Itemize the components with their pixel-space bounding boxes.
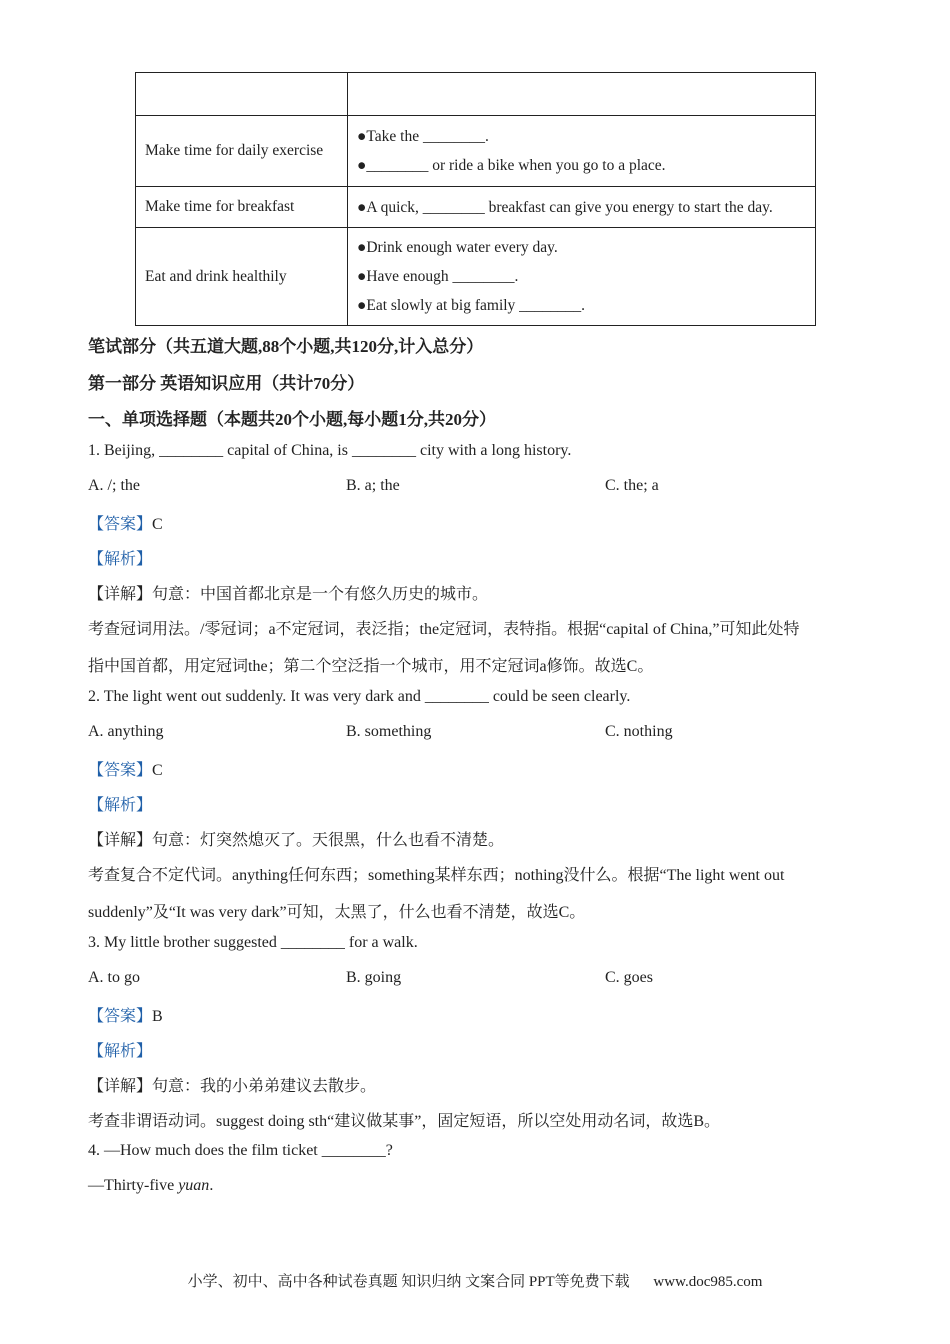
question-stem: 2. The light went out suddenly. It was very dark and ________ could be seen clearly. — [88, 688, 631, 705]
table-row — [136, 187, 816, 228]
answer-label: 【答案】 — [88, 516, 153, 533]
section-heading: 第一部分 英语知识应用（共计70分） — [88, 374, 365, 393]
explanation-text: 考查复合不定代词。anything任何东西；something某样东西；nothing没什么。根据“The light went out — [88, 867, 785, 884]
explanation-text: 考查非谓语动词。suggest doing sth“建议做某事”，固定短语，所以空处用动名词，故选B。 — [88, 1113, 720, 1130]
section-heading: 一、单项选择题（本题共20个小题,每小题1分,共20分） — [88, 410, 496, 429]
option-b: B. a; the — [346, 477, 400, 494]
bullet-line: ●Have enough ________. — [357, 268, 519, 285]
bullet-line: ●A quick, ________ breakfast can give you energy to start the day. — [357, 198, 773, 216]
detail-label: 【详解】 — [88, 586, 153, 603]
analysis-label: 【解析】 — [88, 797, 153, 814]
option-c: C. the; a — [605, 477, 659, 494]
option-b: B. going — [346, 969, 402, 986]
table-cell — [348, 116, 816, 187]
detail-line — [88, 827, 504, 850]
table-cell: Eat and drink healthily — [136, 228, 348, 326]
table-cell — [348, 228, 816, 326]
table-cell — [348, 187, 816, 228]
question-stem: 3. My little brother suggested ________ for a walk. — [88, 934, 418, 951]
footer-url[interactable]: www.doc985.com — [653, 1274, 763, 1290]
answer-line — [88, 757, 163, 780]
detail-text: 句意：中国首都北京是一个有悠久历史的城市。 — [152, 586, 489, 603]
footer-text: 小学、初中、高中各种试卷真题 知识归纳 文案合同 PPT等免费下载 — [187, 1274, 630, 1290]
analysis-label: 【解析】 — [88, 1043, 153, 1060]
option-a: A. anything — [88, 723, 164, 740]
detail-label: 【详解】 — [88, 832, 153, 849]
answer-label: 【答案】 — [88, 1008, 153, 1025]
option-c: C. goes — [605, 969, 653, 986]
answer-label: 【答案】 — [88, 762, 153, 779]
explanation-text: 考查冠词用法。/零冠词；a不定冠词，表泛指；the定冠词，表特指。根据“capital of China,”可知此处特 — [88, 621, 800, 638]
table-cell — [136, 73, 348, 116]
question-stem: 1. Beijing, ________ capital of China, is ________ city with a long history. — [88, 442, 572, 459]
detail-line — [88, 581, 488, 604]
answer-value: B — [152, 1008, 163, 1025]
table-cell: Make time for daily exercise — [136, 116, 348, 187]
bullet-line: ●Eat slowly at big family ________. — [357, 297, 586, 314]
table-cell: Make time for breakfast — [136, 187, 348, 228]
table-row — [136, 73, 816, 116]
detail-text: 句意：我的小弟弟建议去散步。 — [152, 1078, 377, 1095]
table-row — [136, 116, 816, 187]
answer-line — [88, 1003, 163, 1026]
section-heading: 笔试部分（共五道大题,88个小题,共120分,计入总分） — [88, 337, 484, 356]
page-footer — [0, 1270, 950, 1291]
explanation-text: suddenly”及“It was very dark”可知，太黑了，什么也看不清楚，故选C。 — [88, 904, 586, 921]
table-row — [136, 228, 816, 326]
option-a: A. to go — [88, 969, 140, 986]
answer-value: C — [152, 762, 163, 779]
question-stem: 4. —How much does the film ticket ________? — [88, 1142, 393, 1159]
bullet-line: ●________ or ride a bike when you go to a place. — [357, 157, 666, 174]
analysis-label: 【解析】 — [88, 551, 153, 568]
reply-line — [88, 1177, 213, 1195]
reply-italic: yuan — [178, 1177, 210, 1194]
option-c: C. nothing — [605, 723, 673, 740]
detail-label: 【详解】 — [88, 1078, 153, 1095]
table-cell — [348, 73, 816, 116]
exercise-table — [135, 72, 816, 326]
option-a: A. /; the — [88, 477, 140, 494]
reply-suffix: . — [209, 1177, 214, 1194]
option-b: B. something — [346, 723, 432, 740]
bullet-line: ●Take the ________. — [357, 128, 489, 145]
answer-line — [88, 511, 163, 534]
reply-prefix: —Thirty-five — [88, 1177, 179, 1194]
bullet-line: ●Drink enough water every day. — [357, 239, 558, 256]
detail-text: 句意：灯突然熄灭了。天很黑，什么也看不清楚。 — [152, 832, 505, 849]
explanation-text: 指中国首都，用定冠词the；第二个空泛指一个城市，用不定冠词a修饰。故选C。 — [88, 658, 654, 675]
answer-value: C — [152, 516, 163, 533]
detail-line — [88, 1073, 376, 1096]
